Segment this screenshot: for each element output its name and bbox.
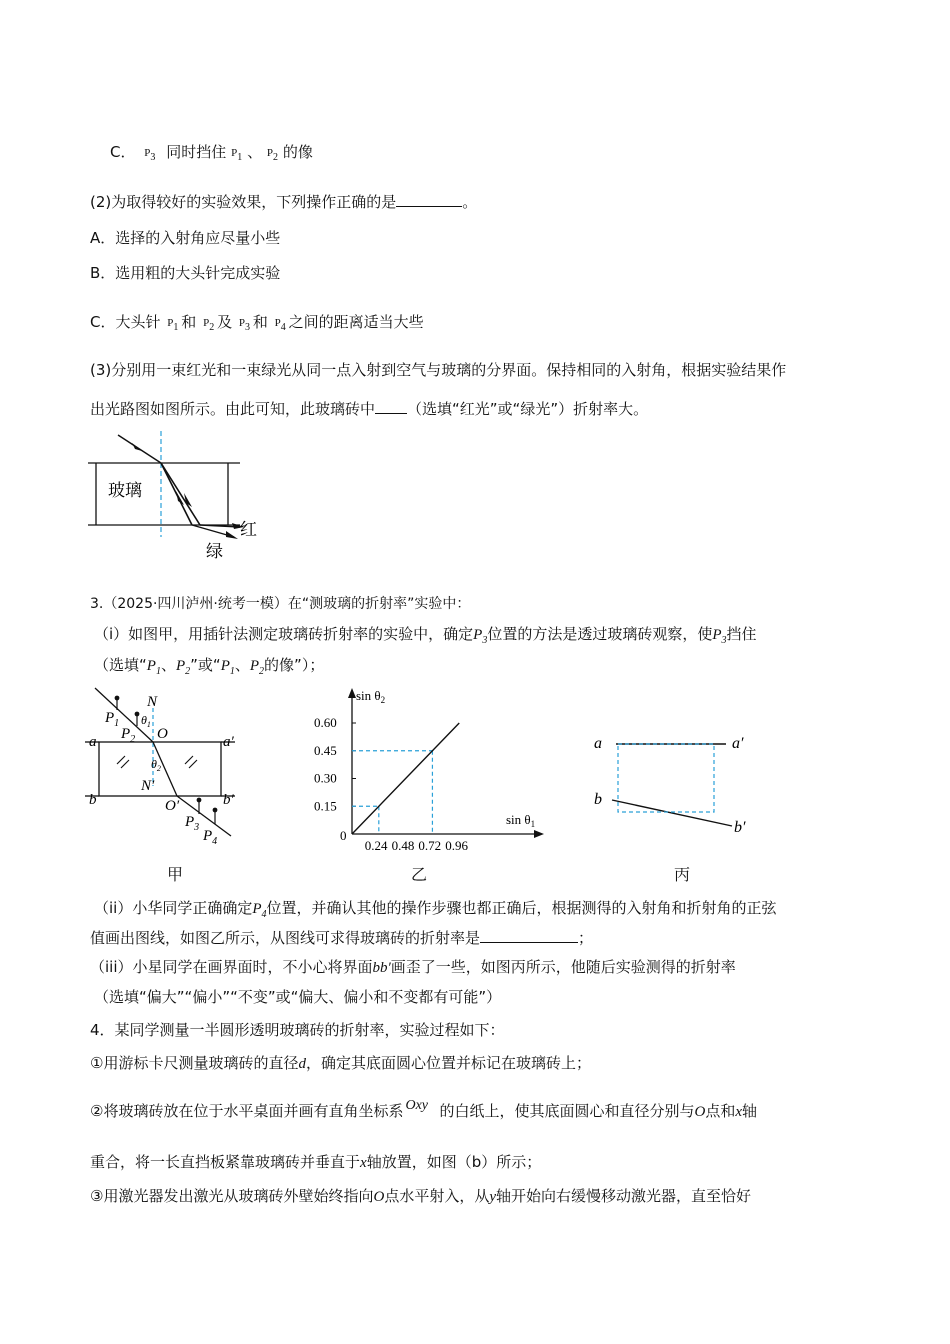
p3-symbol: P3: [144, 147, 156, 163]
label-p4: $P_4$: [203, 828, 218, 847]
red-label: 红: [240, 520, 257, 540]
q3-iii-line2: （选填“偏大”“偏小”“不变”或“偏大、偏小和不变都有可能”）: [94, 988, 502, 1006]
q4-step1: ①用游标卡尺测量玻璃砖的直径d，确定其底面圆心位置并标记在玻璃砖上；: [90, 1054, 591, 1072]
label-n: N: [147, 694, 158, 710]
prev-option-c-sep: 、: [247, 143, 263, 161]
caption-jia: 甲: [167, 865, 184, 884]
green-arrow: [226, 531, 238, 539]
y-tick-label: 0.60: [314, 715, 337, 730]
y-axis-arrow: [348, 688, 356, 698]
q3-ii-line2: 值画出图线，如图乙所示，从图线可求得玻璃砖的折射率是 ；: [90, 929, 594, 947]
q4-step2-line2: 重合，将一长直挡板紧靠玻璃砖并垂直于x轴放置，如图（b）所示；: [90, 1153, 542, 1171]
figure-bing: [590, 726, 760, 836]
y-tick-label: 0.15: [314, 798, 337, 814]
glass-refraction-figure: [80, 425, 280, 570]
x-axis-label: $\sin \theta_1$: [506, 812, 536, 829]
label-p2: $P_2$: [121, 726, 136, 745]
answer-blank[interactable]: [396, 192, 462, 207]
q3-i-line1: （i）如图甲，用插针法测定玻璃砖折射率的实验中，确定$P_3$位置的方法是透过玻璃砖观察，使$P_3$挡住: [94, 625, 757, 646]
x-axis-arrow: [534, 830, 544, 838]
label-a: a: [594, 735, 602, 752]
prev-option-c-text1: 同时挡住: [166, 143, 227, 161]
pin-p4: [213, 808, 218, 813]
caption-bing: 丙: [674, 865, 691, 884]
label-p3: $P_3$: [185, 814, 200, 833]
x-tick-label: 0.24: [364, 838, 388, 853]
label-o-prime: O′: [165, 798, 180, 814]
q4-head: 4．某同学测量一半圆形透明玻璃砖的折射率，实验过程如下：: [90, 1021, 505, 1039]
answer-blank[interactable]: [375, 399, 407, 414]
q4-step3: ③用激光器发出激光从玻璃砖外壁始终指向O点水平射入，从y轴开始向右缓慢移动激光器，直至恰好: [90, 1187, 752, 1205]
green-ray-in-glass: [161, 463, 192, 525]
part3-line2: 出光路图如图所示。由此可知，此玻璃砖中 （选填“红光”或“绿光”）折射率大。: [90, 400, 649, 418]
figure-yi: [300, 684, 550, 854]
label-b-prime: b′: [223, 792, 234, 808]
p1-symbol: P1: [167, 317, 179, 333]
p3-symbol: P3: [238, 317, 250, 333]
p2-symbol: P2: [266, 147, 278, 163]
glass-label: 玻璃: [108, 481, 142, 501]
label-theta2: $\theta_2$: [151, 757, 161, 773]
p2-symbol: P2: [203, 317, 215, 333]
origin-label: 0: [340, 828, 347, 843]
x-tick-label: 0.72: [418, 838, 442, 853]
part2-stem: (2)为取得较好的实验效果，下列操作正确的是 。: [90, 193, 478, 211]
label-b: b: [89, 792, 97, 808]
q3-i-line2: （选填“$P_1$、$P_2$”或“$P_1$、$P_2$的像”）；: [94, 656, 325, 677]
x-tick-label: 0.48: [391, 838, 415, 853]
part3-line1: (3)分别用一束红光和一束绿光从同一点入射到空气与玻璃的分界面。保持相同的入射角，根据实验结果作: [90, 361, 787, 379]
q3-head: 3.（2025·四川泸州·统考一模）在“测玻璃的折射率”实验中：: [90, 596, 471, 612]
q4-step2: ②将玻璃砖放在位于水平桌面并画有直角坐标系 Oxy 的白纸上，使其底面圆心和直径分别与O点和x轴: [90, 1098, 758, 1120]
label-o: O: [157, 726, 168, 742]
red-ray-in-glass: [161, 463, 200, 525]
x-tick-label: 0.96: [445, 838, 468, 853]
pin-p2: [135, 712, 140, 717]
p1-symbol: P1: [231, 147, 243, 163]
prev-option-c-text2: 的像: [282, 143, 313, 161]
part2-option-b: B．选用粗的大头针完成实验: [90, 264, 281, 282]
tick-labels: [314, 715, 468, 853]
prev-option-c-label: C．: [110, 143, 136, 161]
q3-ii-line1: （ii）小华同学正确确定$P_4$位置，并确认其他的操作步骤也都正确后，根据测得的入射角和折射角的正弦: [94, 899, 777, 920]
y-tick-label: 0.45: [314, 742, 337, 758]
label-b-prime: b′: [734, 819, 746, 836]
true-boundary-box: [618, 744, 714, 812]
label-b: b: [594, 791, 602, 808]
green-label: 绿: [206, 542, 223, 562]
label-a-prime: a′: [732, 735, 744, 752]
part2-option-a: A．选择的入射角应尽量小些: [90, 229, 281, 247]
label-n-prime: N′: [141, 778, 155, 794]
q3-iii-line1: （iii）小星同学在画界面时，不小心将界面bb′画歪了一些，如图丙所示，他随后实验测得的折射率: [90, 958, 736, 976]
part2-option-c: C．大头针 P1 和 P2 及 P3 和 P4 之间的距离适当大些: [90, 313, 424, 333]
label-a: a: [89, 734, 97, 750]
label-p1: $P_1$: [105, 710, 120, 729]
answer-blank[interactable]: [480, 928, 578, 943]
prev-option-c: [110, 142, 313, 162]
p4-symbol: P4: [274, 317, 286, 333]
y-tick-label: 0.30: [314, 770, 337, 786]
y-axis-label: $\sin \theta_2$: [356, 688, 386, 705]
oxy-label: Oxy: [405, 1098, 429, 1113]
fit-line: [352, 723, 459, 834]
label-a-prime: a′: [223, 734, 234, 750]
pin-p1: [115, 696, 120, 701]
figure-jia: [85, 686, 255, 851]
label-theta1: $\theta_1$: [141, 713, 151, 729]
caption-yi: 乙: [411, 865, 428, 884]
pin-p3: [197, 798, 202, 803]
